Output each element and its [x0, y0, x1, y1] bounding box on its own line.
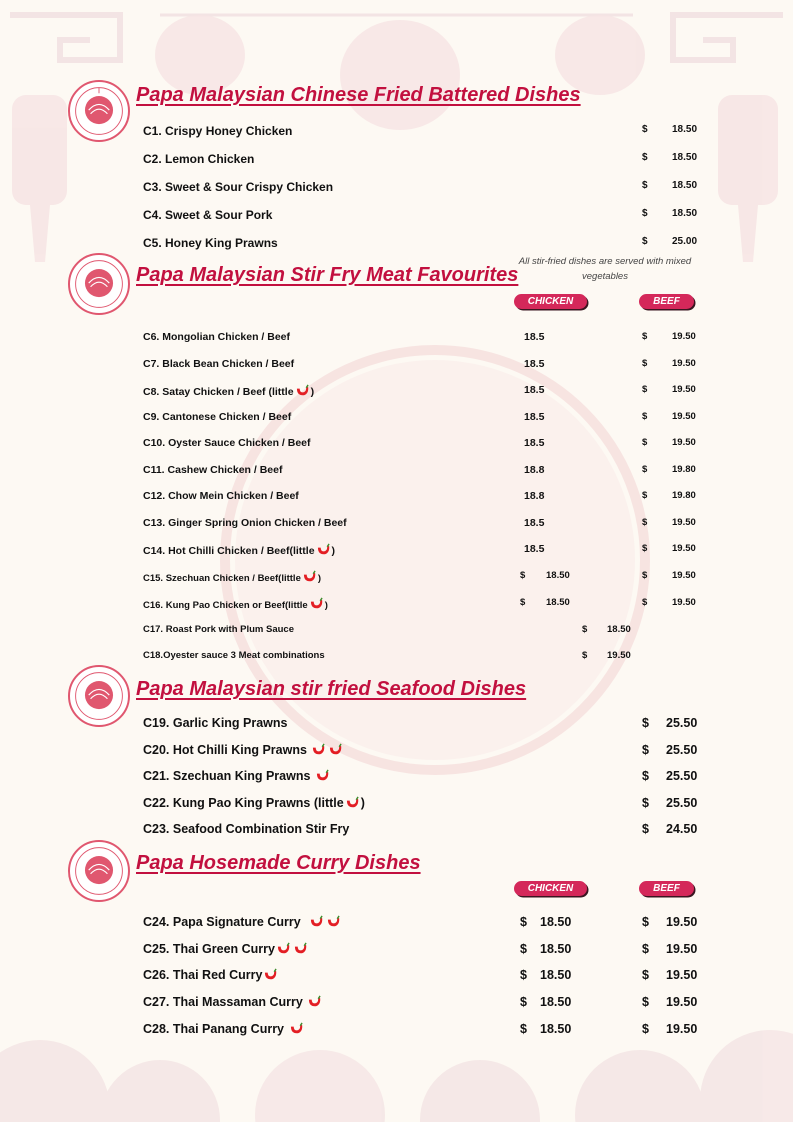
menu-row — [0, 597, 793, 617]
chicken-price: 18.50 — [546, 597, 570, 608]
chicken-price: 18.50 — [540, 915, 572, 929]
item-price: 25.50 — [666, 769, 698, 783]
item-price: 19.50 — [607, 650, 631, 661]
item-name: C28. Thai Panang Curry — [143, 1022, 285, 1036]
beef-price: 19.50 — [672, 570, 696, 581]
item-name: C2. Lemon Chicken — [143, 152, 255, 166]
currency: $ — [642, 464, 648, 475]
item-name-wrap — [143, 743, 344, 757]
currency: $ — [520, 1022, 527, 1036]
menu-row — [0, 915, 793, 935]
item-suffix: ) — [324, 600, 328, 611]
item-price: 18.50 — [672, 124, 698, 135]
currency: $ — [642, 570, 648, 581]
logo-badge — [68, 253, 130, 315]
chili-icon — [345, 796, 360, 809]
currency: $ — [642, 124, 648, 135]
item-name: C15. Szechuan Chicken / Beef(little — [143, 573, 301, 584]
beef-price: 19.50 — [672, 437, 696, 448]
item-name: C14. Hot Chilli Chicken / Beef(little — [143, 545, 315, 557]
item-suffix: ) — [360, 796, 365, 810]
beef-price: 19.50 — [672, 597, 696, 608]
beef-price: 19.50 — [666, 968, 698, 982]
chili-icon — [293, 942, 308, 955]
menu-row — [0, 152, 793, 172]
noodle-bowl-icon — [70, 255, 128, 313]
item-price: 18.50 — [672, 152, 698, 163]
currency: $ — [642, 796, 649, 810]
currency: $ — [642, 968, 649, 982]
item-name: C17. Roast Pork with Plum Sauce — [143, 624, 294, 635]
beef-price: 19.50 — [666, 1022, 698, 1036]
menu-row — [0, 384, 793, 404]
chicken-price: 18.8 — [524, 490, 545, 502]
column-header-chicken: CHICKEN — [514, 294, 587, 309]
item-name-wrap — [143, 1022, 305, 1036]
currency: $ — [642, 236, 648, 247]
chili-icon — [302, 570, 317, 583]
item-name-wrap — [143, 942, 309, 956]
item-name: C25. Thai Green Curry — [143, 942, 275, 956]
item-name: C3. Sweet & Sour Crispy Chicken — [143, 180, 334, 194]
chicken-price: 18.50 — [540, 1022, 572, 1036]
menu-row — [0, 358, 793, 378]
menu-row — [0, 464, 793, 484]
beef-price: 19.80 — [672, 464, 696, 475]
item-name: C23. Seafood Combination Stir Fry — [143, 822, 350, 836]
item-name: C6. Mongolian Chicken / Beef — [143, 331, 291, 343]
menu-row — [0, 180, 793, 200]
menu-row — [0, 570, 793, 590]
chili-icon — [328, 743, 343, 756]
menu-row — [0, 437, 793, 457]
currency: $ — [520, 915, 527, 929]
section-title: Papa Malaysian Chinese Fried Battered Dishes — [136, 84, 581, 106]
currency: $ — [642, 358, 648, 369]
chicken-price: 18.5 — [524, 358, 545, 370]
menu-row — [0, 208, 793, 228]
chili-icon — [295, 384, 310, 397]
chili-icon — [316, 543, 331, 556]
menu-row — [0, 942, 793, 962]
section-title: Papa Malaysian stir fried Seafood Dishes — [136, 678, 527, 700]
item-name: C4. Sweet & Sour Pork — [143, 208, 273, 222]
item-price: 25.00 — [672, 236, 698, 247]
item-name-wrap — [143, 915, 342, 929]
currency: $ — [642, 769, 649, 783]
menu-row — [0, 995, 793, 1015]
currency: $ — [642, 208, 648, 219]
item-suffix: ) — [310, 386, 315, 398]
beef-price: 19.50 — [666, 995, 698, 1009]
item-name-wrap — [143, 570, 321, 584]
item-name: C5. Honey King Prawns — [143, 236, 278, 250]
chicken-price: 18.50 — [546, 570, 570, 581]
section-title: Papa Malaysian Stir Fry Meat Favourites — [136, 264, 519, 286]
currency: $ — [642, 942, 649, 956]
item-price: 18.50 — [607, 624, 631, 635]
item-name-wrap — [143, 597, 328, 611]
item-name: C16. Kung Pao Chicken or Beef(little — [143, 600, 308, 611]
item-price: 24.50 — [666, 822, 698, 836]
chicken-price: 18.5 — [524, 517, 545, 529]
currency: $ — [642, 995, 649, 1009]
item-price: 18.50 — [672, 208, 698, 219]
currency: $ — [642, 716, 649, 730]
column-header-beef: BEEF — [639, 294, 694, 309]
chili-icon — [307, 995, 322, 1008]
chicken-price: 18.5 — [524, 411, 545, 423]
item-name-wrap — [143, 543, 335, 557]
menu-row — [0, 822, 793, 842]
currency: $ — [520, 968, 527, 982]
item-name: C27. Thai Massaman Curry — [143, 995, 303, 1009]
item-name: C21. Szechuan King Prawns — [143, 769, 311, 783]
item-name: C11. Cashew Chicken / Beef — [143, 464, 283, 476]
item-name: C24. Papa Signature Curry — [143, 915, 301, 929]
beef-price: 19.50 — [672, 331, 696, 342]
noodle-bowl-icon — [70, 842, 128, 900]
currency: $ — [642, 411, 648, 422]
currency: $ — [642, 743, 649, 757]
currency: $ — [642, 543, 648, 554]
section-title: Papa Hosemade Curry Dishes — [136, 852, 421, 874]
column-header-chicken: CHICKEN — [514, 881, 587, 896]
chili-icon — [326, 915, 341, 928]
currency: $ — [520, 942, 527, 956]
menu-row — [0, 124, 793, 144]
item-price: 18.50 — [672, 180, 698, 191]
column-header-beef: BEEF — [639, 881, 694, 896]
item-suffix: ) — [331, 545, 336, 557]
item-name-wrap — [143, 968, 279, 982]
currency: $ — [520, 570, 526, 581]
currency: $ — [582, 650, 588, 661]
item-name-wrap — [143, 995, 323, 1009]
menu-row — [0, 331, 793, 351]
menu-row — [0, 716, 793, 736]
item-price: 25.50 — [666, 796, 698, 810]
beef-price: 19.50 — [672, 543, 696, 554]
currency: $ — [642, 180, 648, 191]
chicken-price: 18.8 — [524, 464, 545, 476]
chili-icon — [263, 968, 278, 981]
menu-row — [0, 411, 793, 431]
currency: $ — [642, 437, 648, 448]
chicken-price: 18.5 — [524, 331, 545, 343]
currency: $ — [642, 822, 649, 836]
chicken-price: 18.5 — [524, 384, 545, 396]
item-suffix: ) — [317, 573, 322, 584]
menu-row — [0, 743, 793, 763]
beef-price: 19.50 — [666, 942, 698, 956]
logo-badge — [68, 840, 130, 902]
item-name: C26. Thai Red Curry — [143, 968, 263, 982]
item-price: 25.50 — [666, 743, 698, 757]
item-name: C12. Chow Mein Chicken / Beef — [143, 490, 299, 502]
menu-row — [0, 769, 793, 789]
item-price: 25.50 — [666, 716, 698, 730]
currency: $ — [582, 624, 588, 635]
currency: $ — [642, 597, 648, 608]
currency: $ — [642, 152, 648, 163]
menu-row — [0, 490, 793, 510]
item-name-wrap — [143, 384, 314, 398]
currency: $ — [642, 517, 648, 528]
chicken-price: 18.50 — [540, 942, 572, 956]
item-name: C8. Satay Chicken / Beef (little — [143, 386, 294, 398]
chili-icon — [311, 743, 326, 756]
menu-row — [0, 543, 793, 563]
item-name: C10. Oyster Sauce Chicken / Beef — [143, 437, 311, 449]
chili-icon — [309, 915, 324, 928]
beef-price: 19.80 — [672, 490, 696, 501]
item-name-wrap — [143, 769, 331, 783]
currency: $ — [642, 331, 648, 342]
item-name: C20. Hot Chilli King Prawns — [143, 743, 307, 757]
item-name: C7. Black Bean Chicken / Beef — [143, 358, 295, 370]
menu-row — [0, 1022, 793, 1042]
menu-row — [0, 968, 793, 988]
currency: $ — [520, 597, 526, 608]
chicken-price: 18.50 — [540, 968, 572, 982]
beef-price: 19.50 — [672, 411, 696, 422]
chicken-price: 18.5 — [524, 437, 545, 449]
menu-row — [0, 236, 793, 256]
currency: $ — [642, 384, 648, 395]
menu-row — [0, 624, 793, 644]
currency: $ — [642, 1022, 649, 1036]
beef-price: 19.50 — [666, 915, 698, 929]
beef-price: 19.50 — [672, 517, 696, 528]
currency: $ — [642, 915, 649, 929]
item-name: C19. Garlic King Prawns — [143, 716, 288, 730]
section-note: All stir-fried dishes are served with mixed vegetables — [518, 256, 692, 282]
chili-icon — [289, 1022, 304, 1035]
beef-price: 19.50 — [672, 358, 696, 369]
item-name: C22. Kung Pao King Prawns (little — [143, 796, 344, 810]
currency: $ — [520, 995, 527, 1009]
chicken-price: 18.50 — [540, 995, 572, 1009]
item-name: C13. Ginger Spring Onion Chicken / Beef — [143, 517, 347, 529]
menu-row — [0, 796, 793, 816]
menu-row — [0, 517, 793, 537]
beef-price: 19.50 — [672, 384, 696, 395]
chili-icon — [315, 769, 330, 782]
currency: $ — [642, 490, 648, 501]
item-name: C9. Cantonese Chicken / Beef — [143, 411, 292, 423]
item-name: C18.Oyester sauce 3 Meat combinations — [143, 650, 325, 661]
item-name-wrap — [143, 796, 365, 810]
chicken-price: 18.5 — [524, 543, 545, 555]
chili-icon — [276, 942, 291, 955]
chili-icon — [309, 597, 324, 610]
item-name: C1. Crispy Honey Chicken — [143, 124, 293, 138]
